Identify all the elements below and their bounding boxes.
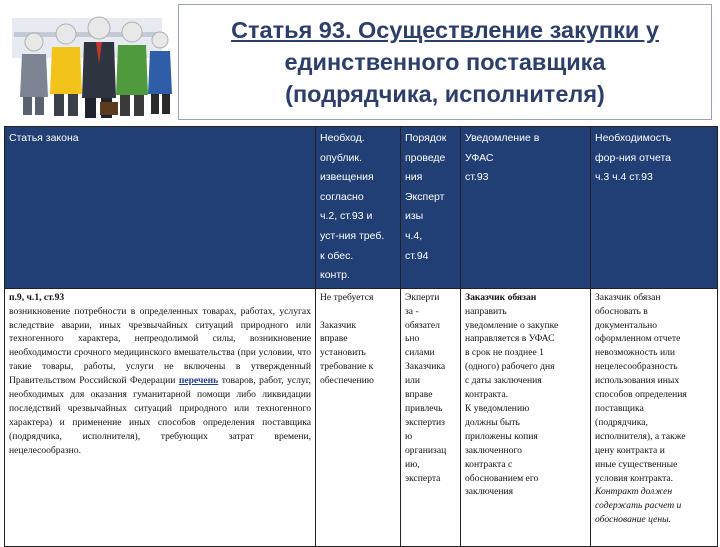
table-header-row <box>5 127 718 289</box>
header-publication-notice <box>316 127 401 289</box>
article-text-after-link: товаров, работ, услуг, необходимых для оказания гуманитарной помощи либо ликвидации последствий чрезвычайных ситуаций природного или техногенного характера) и применение иных способов определения поставщика (подрядчика, исполнителя), требующих затрат времени, нецелесообразно. <box>9 375 311 456</box>
header-publication-notice-label: Необход. опублик. извещения согласно ч.2, ст.93 и уст-ния треб. к обес. контр. <box>320 132 385 282</box>
slide-title <box>231 14 659 110</box>
expertise-text: Экперти за - обязател ьно силами Заказчика или вправе привлечь экспертиз ю организац ию, эксперта <box>405 291 447 484</box>
notice-security-text: Заказчик вправе установить требование к обеспечению <box>320 319 374 387</box>
header-report-necessity <box>591 127 718 289</box>
cell-report-necessity <box>591 288 718 546</box>
report-text: Заказчик обязан обосновать в документально оформленном отчете невозможность или нецелесообразность использования иных способов определения поставщика (подрядчика, исполнителя), а также цену контракта и иные существенные условия контракта. <box>595 291 687 484</box>
header-expertise-procedure <box>401 127 461 289</box>
ufas-obligation: Заказчик обязан <box>465 291 537 303</box>
title-line-2: единственного поставщика <box>284 49 606 75</box>
header-expertise-procedure-label: Порядок проведе ния Эксперт изы ч.4, ст.94 <box>405 132 447 262</box>
notice-not-required: Не требуется <box>320 291 374 303</box>
cell-publication-notice <box>316 288 401 546</box>
cell-expertise-procedure <box>401 288 461 546</box>
cell-ufas-notification <box>461 288 591 546</box>
article-reference: п.9, ч.1, ст.93 <box>9 291 65 303</box>
slide-header <box>0 0 720 125</box>
article-text-before-link: возникновение потребности в определенных товарах, работах, услугах вследствие аварии, иных чрезвычайных ситуаций природного или техногенного характера, непреодолимой силы, возникновение необходимости срочного медицинского вмешательства (при условии, что такие товары, работы, услуги не включены в утвержденный Правительством Российской Федерации <box>9 305 311 387</box>
cell-law-article <box>5 288 316 546</box>
cell-spacer <box>320 305 396 319</box>
report-contract-text: Контракт должен содержать расчет и обоснование цены. <box>595 486 682 526</box>
header-law-article-label: Статья закона <box>9 132 79 144</box>
slide-title-box <box>178 4 712 120</box>
header-law-article <box>5 127 316 289</box>
table-row <box>5 288 718 546</box>
business-people-group-icon <box>4 2 174 122</box>
title-line-1: Статья 93. Осуществление закупки у <box>231 17 659 43</box>
title-line-3: (подрядчика, исполнителя) <box>285 81 605 107</box>
perechen-link[interactable]: перечень <box>178 375 219 387</box>
header-ufas-notification <box>461 127 591 289</box>
ufas-notification-text: направить уведомление о закупке направляется в УФАС в срок не позднее 1 (одного) рабочего дня с даты заключения контракта. К уведомлению должны быть приложены копия заключенного контракта с обоснованием его заключения <box>465 305 559 498</box>
header-report-necessity-label: Необходимость фор-ния отчета ч.3 ч.4 ст.93 <box>595 132 672 184</box>
header-ufas-notification-label: Уведомление в УФАС ст.93 <box>465 132 540 184</box>
law-table <box>4 126 718 547</box>
